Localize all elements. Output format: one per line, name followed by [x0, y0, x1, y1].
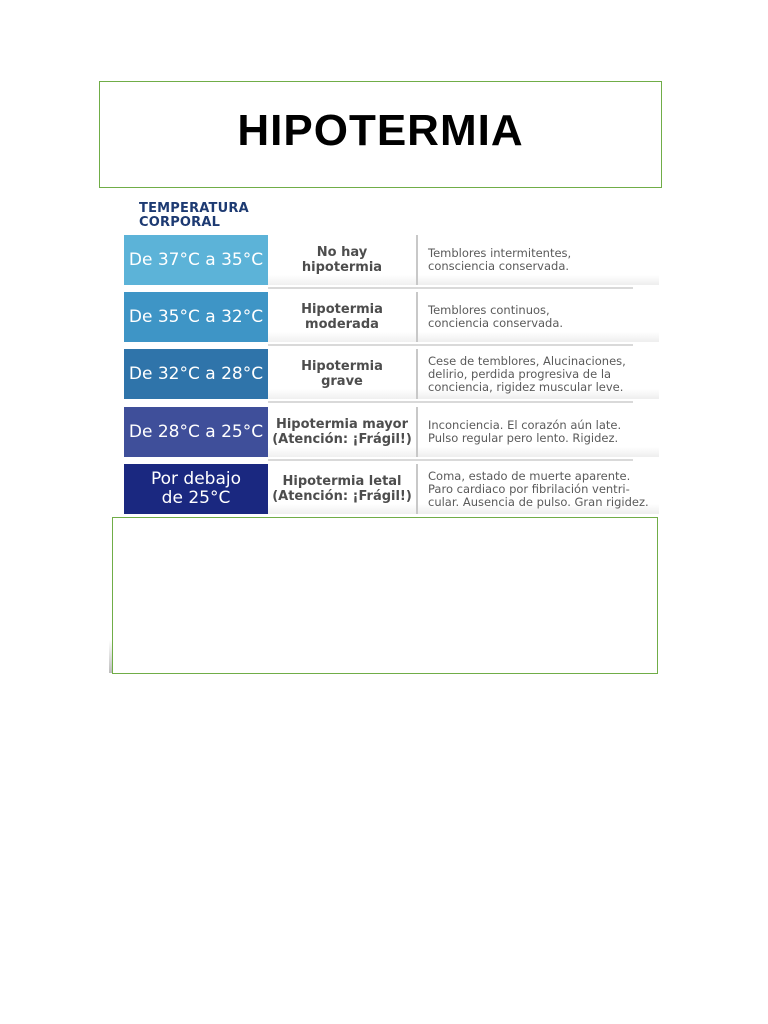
- description-cell: [418, 292, 659, 342]
- row-divider: [268, 459, 633, 461]
- page-title: HIPOTERMIA: [237, 106, 524, 155]
- classification-cell: [268, 292, 418, 342]
- header-line-1: TEMPERATURA: [139, 201, 249, 216]
- classification-line: (Atención: ¡Frágil!): [272, 489, 412, 504]
- description-line: Pulso regular pero lento. Rigidez.: [428, 431, 619, 445]
- classification-line: grave: [321, 374, 363, 389]
- description-line: Temblores continuos,: [428, 303, 550, 317]
- classification-line: (Atención: ¡Frágil!): [272, 432, 412, 447]
- description-cell: [418, 349, 659, 399]
- description-cell: [418, 407, 659, 457]
- description-line: Paro cardiaco por fibrilación ventri-: [428, 481, 630, 496]
- temperature-cell: [124, 292, 268, 342]
- description-line: conciencia, rigidez muscular leve.: [428, 379, 624, 394]
- classification-cell: [268, 407, 418, 457]
- classification-line: Hipotermia mayor: [275, 417, 409, 432]
- description-line: Inconciencia. El corazón aún late.: [428, 418, 622, 432]
- temperature-cell: [124, 235, 268, 285]
- title-box: [99, 81, 662, 188]
- description-line: delirio, perdida progresiva de la: [428, 366, 612, 381]
- classification-line: Hipotermia: [301, 302, 383, 317]
- header-line-2: CORPORAL: [139, 215, 221, 230]
- table-header: [139, 202, 249, 230]
- description-cell: [418, 235, 659, 285]
- classification-line: moderada: [305, 317, 379, 332]
- classification-line: hipotermia: [301, 260, 383, 275]
- temperature-cell: [124, 349, 268, 399]
- table-row: [124, 292, 659, 342]
- row-divider: [268, 401, 633, 403]
- description-cell: [418, 464, 659, 514]
- temperature-range: De 28°C a 25°C: [128, 421, 264, 442]
- description-line: conciencia conservada.: [428, 316, 564, 330]
- table-row: [124, 349, 659, 399]
- temperature-range: De 37°C a 35°C: [128, 249, 264, 270]
- classification-line: No hay: [316, 245, 368, 260]
- classification-line: Hipotermia: [301, 359, 383, 374]
- classification-cell: [268, 235, 418, 285]
- temperature-range: De 35°C a 32°C: [128, 306, 264, 327]
- classification-cell: [268, 349, 418, 399]
- temperature-cell: [124, 407, 268, 457]
- temperature-range: De 32°C a 28°C: [128, 363, 264, 384]
- empty-text-box: [112, 517, 658, 674]
- description-line: cular. Ausencia de pulso. Gran rigidez.: [428, 494, 649, 509]
- temperature-range: de 25°C: [161, 488, 231, 508]
- table-row: [124, 407, 659, 457]
- row-divider: [268, 344, 633, 346]
- classification-line: Hipotermia letal: [282, 474, 402, 489]
- table-row: [124, 235, 659, 285]
- table-row: [124, 464, 659, 514]
- description-line: Temblores intermitentes,: [428, 246, 572, 260]
- row-divider: [268, 287, 633, 289]
- temperature-range: Por debajo: [150, 469, 242, 489]
- classification-cell: [268, 464, 418, 514]
- temperature-cell: [124, 464, 268, 514]
- description-line: consciencia conservada.: [428, 259, 570, 273]
- description-line: Coma, estado de muerte aparente.: [428, 468, 631, 483]
- description-line: Cese de temblores, Alucinaciones,: [428, 353, 626, 368]
